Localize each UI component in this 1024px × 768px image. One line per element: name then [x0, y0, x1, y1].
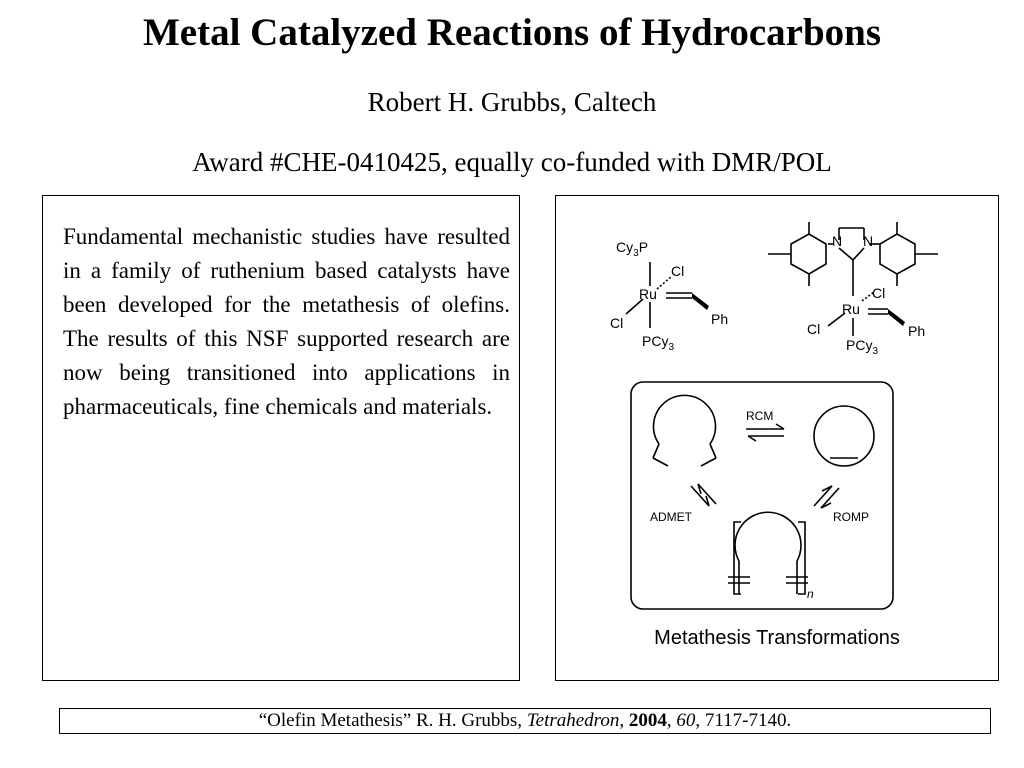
- c2-cl-left: Cl: [807, 321, 821, 337]
- citation-pages: , 7117-7140.: [695, 710, 792, 731]
- metathesis-cycle-panel: [631, 382, 893, 609]
- slide-title: Metal Catalyzed Reactions of Hydrocarbons: [142, 11, 881, 54]
- award-line: Award #CHE-0410425, equally co-funded with DMR/POL: [192, 147, 832, 177]
- romp-label: ROMP: [833, 510, 869, 524]
- citation-comma: ,: [666, 710, 677, 731]
- c2-n-right: N: [863, 233, 874, 249]
- citation-volume: 60: [676, 710, 696, 731]
- c2-pcy: PCy: [846, 337, 873, 353]
- c2-n-left: N: [832, 233, 843, 249]
- c2-pcy-sub: 3: [872, 346, 879, 357]
- catalyst-1-structure: [610, 239, 728, 353]
- chemistry-figure: [556, 196, 998, 680]
- c2-ph: Ph: [908, 323, 926, 339]
- svg-text:PCy3: [642, 333, 674, 353]
- catalyst-2-structure: [768, 222, 938, 357]
- c1-ru: Ru: [639, 286, 657, 302]
- admet-label: ADMET: [650, 510, 692, 524]
- c1-pcy: PCy: [642, 333, 669, 349]
- c2-ru: Ru: [842, 301, 860, 317]
- author-line: Robert H. Grubbs, Caltech: [367, 87, 657, 117]
- svg-text:Cy3P: [616, 239, 648, 259]
- citation-box: [59, 708, 991, 734]
- figure-caption: Metathesis Transformations: [654, 627, 900, 649]
- citation-text: “Olefin Metathesis” R. H. Grubbs,: [258, 710, 527, 731]
- n-subscript: n: [807, 587, 814, 601]
- c1-cl-right: Cl: [671, 263, 685, 279]
- c1-pcy-sub: 3: [668, 342, 675, 353]
- description-box: [42, 195, 520, 681]
- description-text: Fundamental mechanistic studies have resulted in a family of ruthenium based catalysts have been developed for the metathesis of olefins. The results of this NSF supported research are now being transitioned into applications in pharmaceuticals, fine chemicals and materials.: [63, 224, 510, 419]
- c1-p: P: [638, 239, 649, 255]
- c1-cy-sub: 3: [633, 248, 639, 259]
- citation-year: 2004: [628, 710, 667, 731]
- rcm-label: RCM: [746, 409, 774, 423]
- figure-box: [555, 195, 999, 681]
- c1-cl-left: Cl: [610, 315, 624, 331]
- svg-text:PCy3: [846, 337, 878, 357]
- c1-ph: Ph: [711, 311, 729, 327]
- citation-journal: Tetrahedron,: [526, 710, 625, 731]
- c2-cl-right: Cl: [872, 285, 886, 301]
- c1-cy: Cy: [616, 239, 634, 255]
